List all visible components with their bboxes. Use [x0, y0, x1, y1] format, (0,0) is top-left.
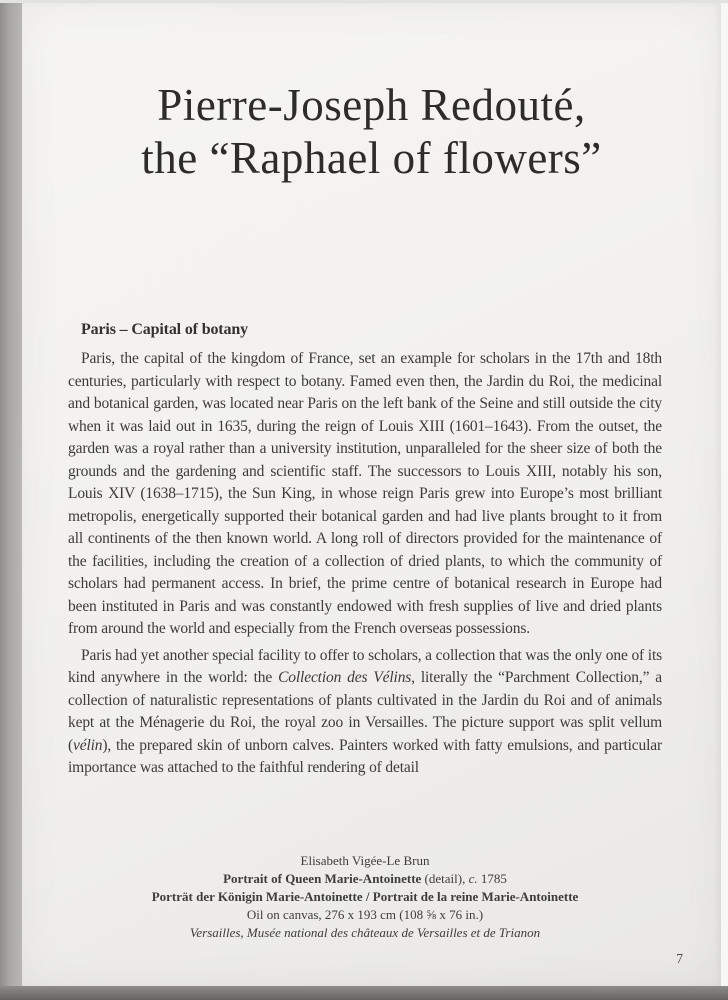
text-run: Paris had yet another special facility to offer to scholars, a collection that was the only one of its kind anywhere in the world: the	[68, 646, 662, 686]
scan-edge-left	[0, 0, 22, 1000]
caption-artist: Elisabeth Vigée-Le Brun	[300, 853, 430, 868]
caption-title-detail: (detail),	[421, 871, 469, 886]
book-page	[22, 3, 721, 986]
chapter-title-line1: Pierre-Joseph Redouté,	[157, 80, 586, 130]
section-heading: Paris – Capital of botany	[81, 321, 248, 338]
text-run: ), the prepared skin of unborn calves. Painters worked with fatty emulsions, and particular importance was attached to the faithful rendering of detail	[68, 736, 662, 776]
caption-credit: Versailles, Musée national des châteaux de Versailles et de Trianon	[189, 925, 541, 940]
page-number: 7	[676, 951, 683, 966]
caption-title-de-fr: Porträt der Königin Marie-Antoinette / Portrait de la reine Marie-Antoinette	[151, 889, 579, 904]
caption-title-circa: c.	[468, 871, 478, 886]
body-paragraph-1: Paris, the capital of the kingdom of France, set an example for scholars in the 17th and 18th centuries, particularly with respect to botany. Famed even then, the Jardin du Roi, the medicinal and botanical garden, was located near Paris on the left bank of the Seine and still outside the city when it was laid out in 1635, during the reign of Louis XIII (1601–1643). From the outset, the garden was a royal rather than a university institution, unparalleled for the sheer size of both the grounds and the gardening and scientific staff. The successors to Louis XIII, notably his son, Louis XIV (1638–1715), the Sun King, in whose reign Paris grew into Europe’s most brilliant metropolis, energetically supported their botanical garden and had live plants brought to it from all continents of the then known world. A long roll of directors provided for the maintenance of the facilities, including the creation of a collection of dried plants, to which the community of scholars had permanent access. In brief, the prime centre of botanical research in Europe had been instituted in Paris and was constantly endowed with fresh supplies of live and dried plants from around the world and especially from the French overseas possessions.	[68, 350, 662, 637]
text-run-italic: vélin	[73, 736, 103, 754]
scan-edge-right	[721, 0, 728, 986]
caption-medium: Oil on canvas, 276 x 193 cm (108 ⅝ x 76 in.)	[246, 907, 484, 922]
text-run: , literally the “Parchment Collection,” a collection of naturalistic representations of plants cultivated in the Jardin du Roi and of animals kept at the Ménagerie du Roi, the royal zoo in Versailles. The picture support was split vellum (	[68, 669, 662, 754]
caption-title-bold: Portrait of Queen Marie-Antoinette	[223, 871, 422, 886]
body-paragraph-2	[68, 645, 662, 780]
body-text-column	[68, 319, 662, 780]
chapter-title	[22, 79, 721, 185]
scan-edge-bottom	[0, 986, 728, 1000]
caption-title-year: 1785	[477, 871, 507, 886]
text-run-italic: Collection des Vélins	[278, 669, 412, 686]
chapter-title-line2: the “Raphael of flowers”	[141, 133, 602, 183]
figure-caption	[68, 852, 662, 942]
caption-work-title	[68, 870, 662, 888]
